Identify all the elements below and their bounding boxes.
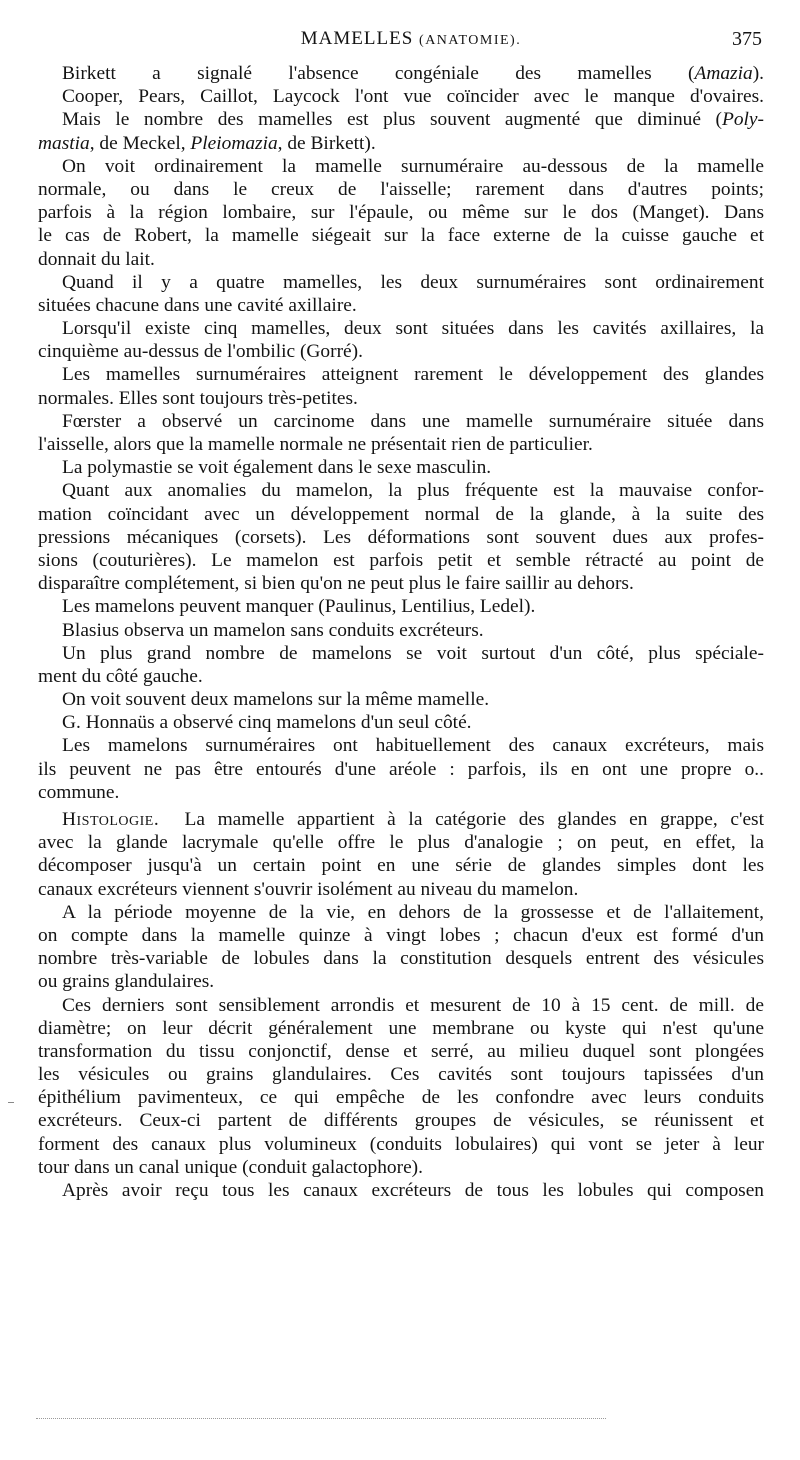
paren-open: ( [715,109,722,131]
footer-dotted-rule [36,1418,606,1419]
text-line: Les mamelles surnuméraires atteignent rarement le développement des glandes [62,364,764,386]
line-text-tail: , de Birkett). [277,132,376,154]
text-line: disparaître complétement, si bien qu'on ne peut plus le faire saillir au dehors. [38,573,634,595]
text-line: décomposer jusqu'à un certain point en une série de glandes simples dont les [38,855,764,877]
text-line: Les mamelons peuvent manquer (Paulinus, Lentilius, Ledel). [62,596,536,618]
text-line: transformation du tissu conjonctif, dense et serré, au milieu duquel sont plongées [38,1040,764,1062]
text-line: normale, ou dans le creux de l'aisselle; rarement dans d'autres points; [38,178,764,200]
text-line: On voit souvent deux mamelons sur la même mamelle. [62,689,490,711]
term-pleiomazia: Pleiomazia [190,132,278,154]
paren-close: ). [752,63,764,84]
text-line: l'aisselle, alors que la mamelle normale ne présentait rien de particulier. [38,434,593,455]
section-heading-histologie: Histologie. [62,809,160,830]
text-line: ou grains glandulaires. [38,971,215,993]
text-line: pressions mécaniques (corsets). Les déformations sont souvent dues aux profes- [38,526,764,548]
text-line: cinquième au-dessus de l'ombilic (Gorré). [38,341,363,363]
running-title-subtitle: (ANATOMIE). [419,33,522,48]
text-line: donnait du lait. [38,248,155,270]
page-number: 375 [732,28,762,50]
text-line: avec la glande lacrymale qu'elle offre le plus d'analogie ; on peut, en effet, la [38,832,764,854]
text-line: forment des canaux plus volumineux (conduits lobulaires) qui vont se jeter à leur [38,1133,764,1155]
line-text: Birkett a signalé l'absence congéniale des mamelles [62,63,689,84]
text-line: Fœrster a observé un carcinome dans une mamelle surnuméraire située dans [62,410,764,432]
text-line: La polymastie se voit également dans le sexe masculin. [62,457,492,479]
text-line [38,62,764,85]
running-title-main: MAMELLES [300,28,414,49]
paren-open: ( [688,63,695,84]
text-line: commune. [38,781,120,803]
text-line [38,808,764,831]
text-line: ment du côté gauche. [38,665,203,687]
text-line: canaux excréteurs viennent s'ouvrir isolément au niveau du mamelon. [38,878,579,900]
text-line: Un plus grand nombre de mamelons se voit surtout d'un côté, plus spéciale- [62,642,764,664]
line-text: La mamelle appartient à la catégorie des glandes en grappe, c'est [184,809,764,830]
text-line: nombre très-variable de lobules dans la constitution desquels entrent des vésicules [38,948,764,970]
text-line: sions (couturières). Le mamelon est parfois petit et semble rétracté au point de [38,549,764,571]
text-line: Ces derniers sont sensiblement arrondis et mesurent de 10 à 15 cent. de mill. de [62,994,764,1016]
text-line: G. Honnaüs a observé cinq mamelons d'un seul côté. [62,712,472,734]
text-line: Les mamelons surnuméraires ont habituellement des canaux excréteurs, mais [62,735,764,757]
text-line: On voit ordinairement la mamelle surnuméraire au-dessous de la mamelle [62,155,764,177]
body-text [38,62,764,1202]
text-line: les vésicules ou grains glandulaires. Ces cavités sont toujours tapissées d'un [38,1064,764,1086]
text-line: mation coïncidant avec un développement normal de la glande, à la suite des [38,503,764,525]
text-line: Lorsqu'il existe cinq mamelles, deux sont situées dans les cavités axillaires, la [62,318,764,340]
text-line [38,108,764,131]
line-text: , de Meckel, [89,132,191,154]
page-header [60,28,762,58]
text-line: épithélium pavimenteux, ce qui empêche de les confondre avec leurs conduits [38,1087,764,1109]
text-line: on compte dans la mamelle quinze à vingt lobes ; chacun d'eux est formé d'un [38,924,764,946]
text-line: Cooper, Pears, Caillot, Laycock l'ont vue coïncider avec le manque d'ovaires. [62,86,764,108]
text-line: normales. Elles sont toujours très-petites. [38,387,358,409]
text-line: situées chacune dans une cavité axillaire. [38,294,357,316]
text-line: le cas de Robert, la mamelle siégeait sur la face externe de la cuisse gauche et [38,225,764,247]
text-line: Quand il y a quatre mamelles, les deux surnuméraires sont ordinairement [62,271,764,293]
text-line: excréteurs. Ceux-ci partent de différents groupes de vésicules, se réunissent et [38,1110,764,1132]
text-line: Blasius observa un mamelon sans conduits excréteurs. [62,619,484,641]
text-line: parfois à la région lombaire, sur l'épaule, ou même sur le dos (Manget). Dans [38,202,764,224]
text-line: Après avoir reçu tous les canaux excréteurs de tous les lobules qui composen [62,1180,764,1201]
term-amazia: Amazia [694,63,753,84]
margin-mark [8,1102,14,1103]
text-line [38,132,764,155]
term-polymastia-a: Poly- [722,109,764,131]
text-line: Quant aux anomalies du mamelon, la plus fréquente est la mauvaise confor- [62,480,764,502]
text-line: tour dans un canal unique (conduit galactophore). [38,1156,423,1178]
term-polymastia-b: mastia [38,132,90,154]
text-line: diamètre; on leur décrit généralement une membrane ou kyste qui n'est qu'une [38,1017,764,1039]
text-line: ils peuvent ne pas être entourés d'une aréole : parfois, ils en ont une propre o.. [38,758,764,780]
line-text: Mais le nombre des mamelles est plus souvent augmenté que diminué [62,109,716,131]
text-line: A la période moyenne de la vie, en dehors de la grossesse et de l'allaitement, [62,901,764,923]
running-title [60,28,762,50]
